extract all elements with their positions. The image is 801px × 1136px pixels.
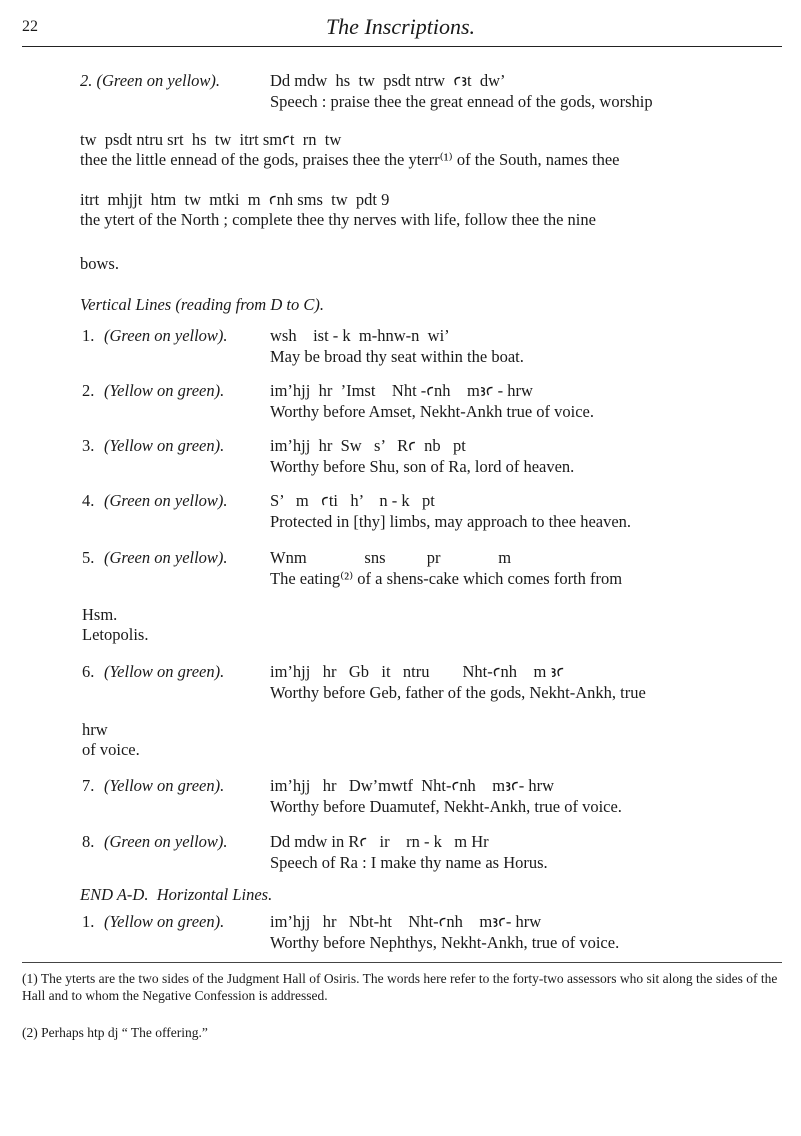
line-number: 7.: [82, 776, 95, 795]
line-number: 2.: [82, 381, 95, 400]
entry-translit: Dd mdw hs tw psdt ntrw ꜥꜣt dw’: [270, 71, 506, 90]
line-translation: Speech of Ra : I make thy name as Horus.: [270, 853, 548, 872]
line-translation: of voice.: [82, 740, 140, 759]
line-label: (Green on yellow).: [104, 832, 228, 851]
line-translit: wsh ist - k m-hnw-n wi’: [270, 326, 450, 345]
line-translit: im’hjj hr Sw s’ Rꜥ nb pt: [270, 436, 466, 455]
line-translation: Worthy before Duamutef, Nekht-Ankh, true of voice.: [270, 797, 622, 816]
line-translit: im’hjj hr Dw’mwtf Nht-ꜥnh mꜣꜥ- hrw: [270, 776, 555, 795]
line-label: (Green on yellow).: [104, 548, 228, 567]
line-translit: Dd mdw in Rꜥ ir rn - k m Hr: [270, 832, 489, 851]
entry-translation: thee the little ennead of the gods, praises thee the yterr⁽¹⁾ of the South, names thee: [80, 150, 620, 169]
line-number: 3.: [82, 436, 95, 455]
page-number: 22: [22, 18, 38, 35]
line-label: (Yellow on green).: [104, 662, 225, 681]
line-translation: Worthy before Nephthys, Nekht-Ankh, true of voice.: [270, 933, 620, 952]
header-rule: [22, 46, 782, 47]
line-translation: Protected in [thy] limbs, may approach to thee heaven.: [270, 512, 632, 531]
entry-translation: bows.: [80, 254, 119, 273]
entry-translation: the ytert of the North ; complete thee thy nerves with life, follow thee the nine: [80, 210, 596, 229]
line-translit: Hsm.: [82, 605, 118, 624]
line-label: (Green on yellow).: [104, 326, 228, 345]
line-translit: im’hjj hr Gb it ntru Nht-ꜥnh m ꜣꜥ: [270, 662, 565, 681]
entry-translit: itrt mhjjt htm tw mtki m ꜥnh sms tw pdt 9: [80, 190, 390, 209]
line-translation: Worthy before Shu, son of Ra, lord of heaven.: [270, 457, 575, 476]
line-number: 6.: [82, 662, 95, 681]
line-label: (Green on yellow).: [104, 491, 228, 510]
entry-label: 2. (Green on yellow).: [80, 71, 221, 90]
line-number: 8.: [82, 832, 95, 851]
line-translation: Letopolis.: [82, 625, 149, 644]
line-translation: The eating⁽²⁾ of a shens-cake which comes forth from: [270, 569, 623, 588]
line-label: (Yellow on green).: [104, 436, 225, 455]
horizontal-heading: END A-D. Horizontal Lines.: [80, 885, 273, 904]
line-number: 5.: [82, 548, 95, 567]
running-title: The Inscriptions.: [325, 14, 476, 39]
line-number: 4.: [82, 491, 95, 510]
footnote-2: (2) Perhaps htp dj “ The offering.”: [22, 1025, 208, 1040]
line-label: (Yellow on green).: [104, 381, 225, 400]
line-translation: Worthy before Geb, father of the gods, Nekht-Ankh, true: [270, 683, 646, 702]
line-translit: im’hjj hr Nbt-ht Nht-ꜥnh mꜣꜥ- hrw: [270, 912, 542, 931]
line-label: (Yellow on green).: [104, 776, 225, 795]
vertical-heading: Vertical Lines (reading from D to C).: [80, 295, 324, 314]
line-translit: hrw: [82, 720, 108, 739]
footnote-1: (1) The yterts are the two sides of the Judgment Hall of Osiris. The words here refer to the forty-two assessors who sit along the sides of the Hall and to whom the Negative Confession is addressed.: [22, 971, 778, 1003]
line-translit: S’ m ꜥti h’ n - k pt: [270, 491, 435, 510]
footnote-rule: [22, 962, 782, 963]
entry-translation: Speech : praise thee the great ennead of the gods, worship: [270, 92, 653, 111]
line-number: 1.: [82, 326, 95, 345]
entry-translit: tw psdt ntru srt hs tw itrt smꜥt rn tw: [80, 130, 342, 149]
line-translation: May be broad thy seat within the boat.: [270, 347, 524, 366]
line-translit: im’hjj hr ’Imst Nht -ꜥnh mꜣꜥ - hrw: [270, 381, 533, 400]
line-label: (Yellow on green).: [104, 912, 225, 931]
line-number: 1.: [82, 912, 95, 931]
line-translation: Worthy before Amset, Nekht-Ankh true of voice.: [270, 402, 594, 421]
line-translit: Wnm sns pr m: [270, 548, 512, 567]
